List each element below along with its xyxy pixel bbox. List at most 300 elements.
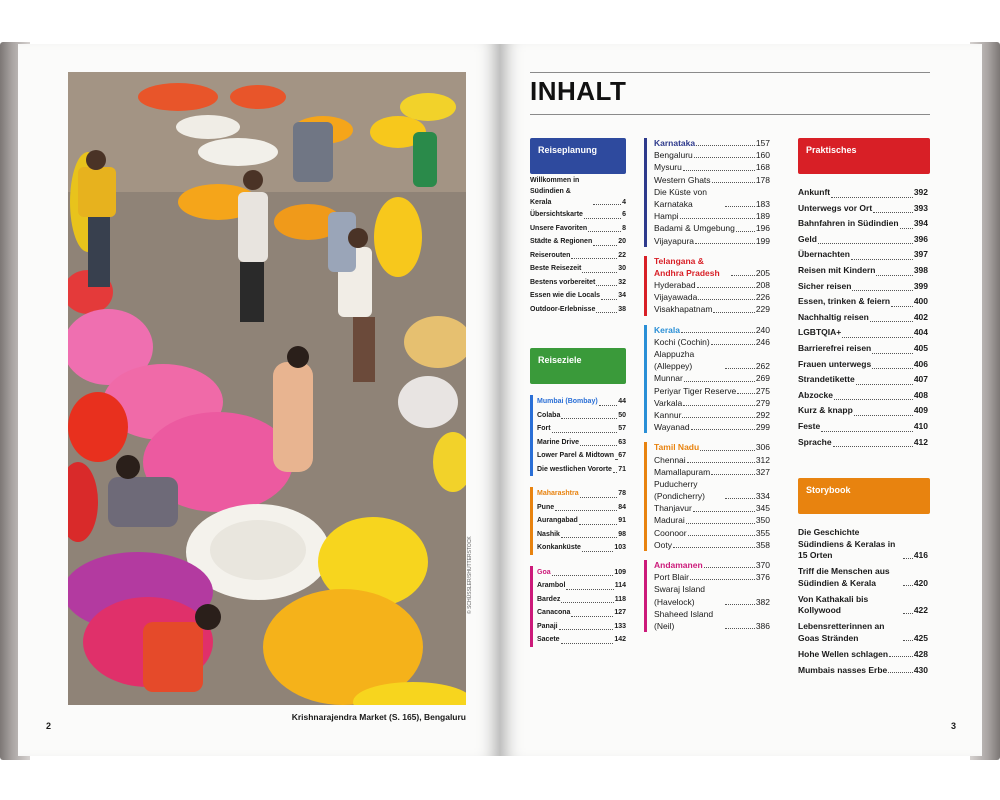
toc-entry — [654, 372, 770, 384]
toc-entry-leader — [691, 429, 755, 430]
toc-entry — [654, 454, 770, 466]
toc-entry-page: 67 — [618, 452, 626, 459]
toc-entry — [798, 341, 928, 357]
toc-entry-label: Kurz & knapp — [798, 405, 853, 416]
toc-entry — [798, 665, 928, 677]
toc-entry-page: 420 — [913, 577, 928, 588]
destination-groups — [644, 137, 770, 640]
toc-entry-page: 20 — [618, 238, 626, 245]
toc-entry-leader — [615, 459, 617, 460]
destination-group — [644, 441, 770, 551]
toc-entry-page: 394 — [913, 218, 928, 229]
toc-entry-label: Die Küste von Karnataka — [654, 186, 707, 209]
toc-entry-page: 133 — [614, 622, 626, 630]
toc-entry-page: 407 — [913, 374, 928, 385]
toc-entry-label: Übernachten — [798, 249, 850, 260]
toc-entry-page: 398 — [913, 264, 928, 275]
toc-entry — [798, 201, 928, 217]
toc-entry-label: Varkala — [654, 397, 683, 408]
toc-entry — [654, 409, 770, 421]
toc-entry-label: Sacete — [537, 636, 560, 643]
toc-entry-label: Mumbai (Bombay) — [537, 398, 598, 405]
group-color-bar — [530, 395, 533, 476]
toc-entry-leader — [599, 405, 618, 406]
toc-entry-page: 358 — [755, 539, 770, 550]
toc-entry-page: 397 — [913, 249, 928, 260]
toc-entry-leader — [852, 290, 912, 291]
toc-entry-leader — [834, 399, 913, 400]
left-page — [18, 44, 500, 756]
group-color-bar — [644, 138, 647, 247]
toc-entry-label: Frauen unterwegs — [798, 358, 872, 369]
group-color-bar — [644, 325, 647, 434]
toc-entry-label: Tamil Nadu — [654, 442, 700, 453]
page-number-left: 2 — [46, 721, 52, 731]
toc-entry-label: Maharashtra — [537, 490, 579, 497]
toc-entry-label: Marine Drive — [537, 438, 580, 446]
toc-entry — [530, 249, 626, 263]
toc-entry — [537, 422, 626, 436]
toc-entry — [654, 527, 770, 539]
toc-entry — [654, 515, 770, 527]
toc-entry-label: Ankunft — [798, 187, 831, 197]
toc-entry — [654, 397, 770, 409]
toc-entry-leader — [690, 579, 755, 580]
toc-entry-leader — [900, 228, 913, 229]
toc-entry — [798, 263, 928, 279]
photo-caption: Krishnarajendra Market (S. 165), Bengaluru — [291, 712, 466, 722]
toc-entry-leader — [683, 170, 755, 171]
toc-entry-label: Madurai — [654, 515, 685, 526]
destination-group-list — [654, 441, 770, 551]
toc-entry-page: 168 — [755, 162, 770, 173]
destination-group — [530, 566, 626, 647]
toc-entry-leader — [552, 575, 614, 576]
storybook-list — [798, 527, 928, 681]
toc-entry-label: Konkanküste — [537, 544, 581, 551]
toc-entry-page: 327 — [755, 466, 770, 477]
toc-entry-leader — [582, 551, 613, 552]
toc-entry-leader — [889, 656, 913, 657]
toc-entry-leader — [686, 523, 755, 524]
toc-entry — [654, 161, 770, 173]
toc-entry-label: Abzocke — [798, 389, 833, 400]
toc-entry-leader — [737, 393, 755, 394]
section-header-reiseplanung: Reiseplanung — [530, 138, 626, 174]
toc-entry-label: Übersichtskarte — [530, 211, 583, 218]
toc-entry — [798, 419, 928, 435]
toc-entry-leader — [903, 558, 913, 559]
group-heading — [537, 566, 626, 580]
toc-entry-leader — [872, 353, 913, 354]
toc-entry-page: 370 — [755, 560, 770, 571]
toc-entry-label: Nachhaltig reisen — [798, 311, 869, 322]
toc-entry-leader — [596, 285, 617, 286]
toc-entry-page: 226 — [755, 292, 770, 303]
toc-entry-page: 422 — [913, 605, 928, 615]
destination-group-list — [537, 566, 626, 647]
toc-entry-leader — [580, 445, 617, 446]
destination-group-list — [654, 137, 770, 247]
toc-entry-leader — [688, 535, 755, 536]
group-color-bar — [530, 566, 533, 647]
group-heading — [654, 255, 770, 279]
toc-entry-leader — [704, 567, 755, 568]
toc-entry-page: 410 — [913, 420, 928, 431]
toc-entry-leader — [731, 275, 755, 276]
toc-entry — [530, 262, 626, 276]
toc-entry-leader — [870, 321, 913, 322]
section-header-reiseziele: Reiseziele — [530, 348, 626, 384]
toc-entry — [654, 235, 770, 247]
toc-entry — [654, 478, 770, 502]
toc-entry — [530, 276, 626, 290]
toc-entry-leader — [872, 368, 913, 369]
toc-entry-label: Barrierefrei reisen — [798, 342, 872, 353]
toc-entry — [530, 177, 626, 208]
toc-entry-label: Puducherry (Pondicherry) — [654, 478, 706, 502]
toc-entry-leader — [903, 613, 913, 614]
toc-entry-page: 405 — [913, 342, 928, 353]
toc-entry-leader — [588, 231, 621, 232]
toc-entry-leader — [711, 344, 755, 345]
group-color-bar — [530, 487, 533, 555]
toc-entry — [537, 436, 626, 450]
destination-group — [644, 255, 770, 316]
toc-entry-label: Panaji — [537, 622, 558, 630]
toc-entry-label: Bengaluru — [654, 150, 693, 161]
toc-entry-label: Hampi — [654, 211, 679, 222]
toc-entry-label: Wayanad — [654, 422, 690, 433]
toc-entry-page: 57 — [618, 425, 626, 432]
toc-entry-label: Vijayapura — [654, 235, 695, 246]
toc-entry-label: Reisen mit Kindern — [798, 264, 876, 275]
toc-entry-label: Telangana & Andhra Pradesh — [654, 255, 720, 278]
toc-entry-page: 334 — [755, 491, 770, 502]
toc-entry — [798, 325, 928, 341]
toc-entry-label: Thanjavur — [654, 503, 692, 514]
toc-entry — [798, 388, 928, 404]
toc-entry-label: Alappuzha (Alleppey) — [654, 349, 695, 372]
toc-entry-page: 199 — [755, 235, 770, 246]
toc-entry-page: 396 — [913, 233, 928, 244]
toc-entry-page: 84 — [618, 503, 626, 511]
section-header-praktisches: Praktisches — [798, 138, 930, 174]
toc-entry — [537, 514, 626, 528]
toc-entry-label: Lebensretterinnen an Goas Stränden — [798, 621, 885, 643]
toc-entry-page: 178 — [755, 174, 770, 185]
toc-entry-leader — [579, 524, 617, 525]
toc-entry — [654, 210, 770, 222]
toc-entry-page: 386 — [755, 621, 770, 632]
toc-entry — [798, 594, 928, 617]
toc-entry-leader — [580, 497, 618, 498]
toc-entry-page: 30 — [618, 265, 626, 272]
toc-entry — [654, 421, 770, 433]
toc-entry-label: Kochi (Cochin) — [654, 336, 710, 347]
toc-entry-page: 409 — [913, 405, 928, 416]
toc-entry-page: 430 — [913, 664, 928, 675]
toc-entry-page: 183 — [755, 198, 770, 209]
toc-entry-page: 78 — [618, 490, 626, 497]
toc-entry-leader — [571, 616, 613, 617]
toc-entry-leader — [582, 272, 617, 273]
toc-entry — [798, 310, 928, 326]
toc-entry — [798, 435, 928, 451]
page-title: INHALT — [530, 76, 627, 106]
toc-entry-page: 189 — [755, 211, 770, 222]
toc-entry-label: Kannur — [654, 409, 682, 420]
group-heading — [654, 137, 770, 149]
toc-entry-label: Coonoor — [654, 527, 687, 538]
group-color-bar — [644, 560, 647, 632]
toc-entry — [654, 291, 770, 303]
toc-entry — [537, 463, 626, 477]
toc-entry-label: Essen wie die Locals — [530, 292, 601, 299]
toc-entry-page: 246 — [755, 336, 770, 347]
destination-group-list — [537, 395, 626, 476]
toc-entry-page: 229 — [755, 304, 770, 315]
toc-entry-page: 44 — [618, 398, 626, 405]
toc-entry-leader — [903, 640, 913, 641]
toc-entry-page: 34 — [618, 292, 626, 299]
toc-entry-label: Bestens vorbereitet — [530, 278, 596, 286]
destination-group-list — [654, 324, 770, 434]
reiseziele-groups — [530, 395, 626, 658]
toc-entry-label: Fort — [537, 425, 551, 432]
toc-entry-page: 400 — [913, 296, 928, 307]
toc-entry-page: 306 — [755, 442, 770, 453]
toc-entry-leader — [876, 275, 912, 276]
toc-entry — [537, 501, 626, 515]
toc-entry-label: Mumbais nasses Erbe — [798, 664, 888, 675]
toc-entry-label: Städte & Regionen — [530, 238, 593, 245]
toc-entry-leader — [561, 537, 617, 538]
group-heading — [654, 559, 770, 571]
toc-entry-leader — [833, 446, 913, 447]
toc-entry-page: 382 — [755, 596, 770, 607]
toc-entry-label: Swaraj Island (Havelock) — [654, 584, 706, 607]
toc-entry-page: 208 — [755, 280, 770, 291]
toc-entry-leader — [891, 306, 913, 307]
toc-entry-label: Willkommen in Südindien & Kerala — [530, 177, 580, 206]
toc-entry-label: Reiserouten — [530, 251, 571, 259]
toc-entry-leader — [725, 368, 755, 369]
toc-entry-label: Die Geschichte Südindiens & Keralas in 15 Orten — [798, 527, 896, 560]
toc-entry-leader — [559, 629, 614, 630]
toc-entry-leader — [584, 218, 621, 219]
toc-entry-page: 355 — [755, 527, 770, 538]
toc-entry — [530, 303, 626, 317]
toc-entry — [537, 620, 626, 634]
toc-entry-leader — [696, 145, 755, 146]
toc-entry-label: Essen, trinken & feiern — [798, 296, 891, 307]
toc-entry-page: 392 — [913, 187, 928, 197]
toc-entry — [798, 566, 928, 589]
toc-entry — [798, 527, 928, 562]
toc-entry — [654, 466, 770, 478]
toc-entry-page: 142 — [614, 636, 626, 643]
toc-entry-page: 160 — [755, 150, 770, 161]
group-heading — [654, 441, 770, 453]
toc-entry — [537, 593, 626, 607]
toc-entry — [537, 528, 626, 542]
toc-entry-leader — [693, 511, 755, 512]
toc-entry-label: Chennai — [654, 454, 686, 465]
toc-entry-leader — [698, 299, 754, 300]
toc-entry-label: Hohe Wellen schlagen — [798, 648, 889, 659]
toc-entry-page: 118 — [614, 595, 626, 603]
toc-entry — [537, 606, 626, 620]
toc-entry — [654, 385, 770, 397]
toc-entry-label: Geld — [798, 233, 817, 244]
toc-entry — [654, 608, 770, 632]
destination-group-list — [654, 255, 770, 316]
toc-entry-label: Unterwegs vor Ort — [798, 202, 873, 213]
toc-entry-leader — [673, 547, 755, 548]
toc-entry-page: 412 — [913, 436, 928, 447]
toc-entry-leader — [681, 332, 755, 333]
toc-entry-label: Mamallapuram — [654, 466, 711, 477]
toc-entry — [798, 357, 928, 373]
toc-entry-label: Arambol — [537, 582, 566, 589]
title-rule-top — [530, 72, 930, 73]
toc-entry-label: LGBTQIA+ — [798, 327, 842, 338]
toc-entry-leader — [736, 231, 755, 232]
toc-entry-page: 393 — [913, 202, 928, 213]
toc-entry-leader — [725, 206, 755, 207]
toc-entry-leader — [552, 432, 618, 433]
open-book — [0, 42, 1000, 760]
toc-entry-page: 6 — [622, 211, 626, 218]
toc-entry — [654, 571, 770, 583]
toc-entry — [654, 279, 770, 291]
toc-entry-leader — [711, 474, 755, 475]
praktisches-list — [798, 185, 928, 450]
toc-entry-page: 50 — [618, 411, 626, 419]
toc-entry — [530, 222, 626, 236]
toc-entry-page: 196 — [755, 223, 770, 234]
toc-entry-leader — [566, 589, 613, 590]
toc-entry — [798, 216, 928, 232]
toc-entry-page: 416 — [913, 550, 928, 560]
toc-entry-label: Colaba — [537, 411, 561, 419]
toc-entry-label: Sprache — [798, 436, 832, 447]
toc-entry-label: Periyar Tiger Reserve — [654, 385, 737, 396]
group-heading — [537, 395, 626, 409]
toc-entry-leader — [856, 384, 913, 385]
toc-entry-label: Sicher reisen — [798, 280, 852, 291]
toc-entry-label: Triff die Menschen aus Südindien & Kerala — [798, 566, 890, 588]
toc-entry-page: 22 — [618, 251, 626, 259]
toc-entry-leader — [687, 462, 755, 463]
toc-entry — [798, 185, 928, 201]
toc-entry — [654, 348, 770, 372]
toc-entry — [654, 174, 770, 186]
toc-entry-page: 279 — [755, 397, 770, 408]
toc-entry — [530, 289, 626, 303]
toc-entry-label: Munnar — [654, 373, 683, 384]
toc-entry-page: 32 — [618, 278, 626, 286]
toc-entry-page: 402 — [913, 311, 928, 322]
toc-entry — [654, 502, 770, 514]
toc-entry-label: Port Blair — [654, 572, 689, 583]
toc-entry-page: 376 — [755, 572, 770, 583]
toc-entry — [654, 149, 770, 161]
toc-entry — [798, 621, 928, 644]
toc-entry-leader — [561, 418, 617, 419]
group-color-bar — [644, 442, 647, 551]
toc-entry — [654, 222, 770, 234]
toc-entry-page: 114 — [614, 582, 626, 589]
toc-entry — [530, 235, 626, 249]
market-flower-photo — [68, 72, 466, 705]
page-number-right: 3 — [950, 721, 956, 731]
toc-entry-leader — [725, 498, 755, 499]
toc-entry-label: Ooty — [654, 539, 672, 550]
toc-entry-label: Karnataka — [654, 137, 696, 148]
toc-entry — [798, 232, 928, 248]
toc-entry-page: 127 — [614, 609, 626, 616]
toc-entry — [530, 208, 626, 222]
photo-credit: © SCHÜSSLER/SHUTTERSTOCK — [467, 536, 473, 614]
toc-entry-leader — [842, 337, 913, 338]
toc-entry-leader — [697, 287, 755, 288]
toc-entry-label: Outdoor-Erlebnisse — [530, 305, 596, 313]
toc-entry — [537, 409, 626, 423]
toc-entry-leader — [684, 381, 755, 382]
toc-entry-leader — [561, 643, 614, 644]
toc-entry — [537, 449, 626, 463]
toc-entry-label: Lower Parel & Midtown — [537, 452, 615, 459]
toc-entry-label: Mysuru — [654, 162, 682, 173]
toc-entry-label: Aurangabad — [537, 517, 578, 524]
toc-entry-leader — [821, 431, 913, 432]
toc-entry-page: 428 — [913, 648, 928, 659]
toc-entry — [654, 583, 770, 607]
toc-entry-page: 425 — [913, 632, 928, 643]
toc-entry-leader — [831, 197, 913, 198]
toc-entry-label: Goa — [537, 568, 551, 576]
toc-entry-label: Shaheed Island (Neil) — [654, 608, 714, 632]
toc-entry-leader — [725, 628, 755, 629]
toc-entry-label: Strandetikette — [798, 374, 855, 385]
destination-group — [530, 487, 626, 555]
toc-entry — [798, 649, 928, 661]
toc-entry-leader — [561, 602, 613, 603]
toc-entry-page: 404 — [913, 327, 928, 338]
toc-entry-page: 299 — [755, 422, 770, 433]
toc-entry — [798, 247, 928, 263]
toc-entry-leader — [851, 259, 913, 260]
group-heading — [654, 324, 770, 336]
toc-entry-leader — [593, 245, 617, 246]
toc-entry-leader — [873, 212, 913, 213]
toc-entry-leader — [613, 472, 617, 473]
toc-entry-label: Visakhapatnam — [654, 304, 713, 315]
toc-entry-label: Von Kathakali bis Kollywood — [798, 593, 869, 615]
toc-entry-leader — [571, 258, 617, 259]
toc-entry-leader — [596, 312, 617, 313]
toc-entry-leader — [712, 182, 755, 183]
toc-entry-label: Western Ghats — [654, 174, 711, 185]
toc-entry-leader — [695, 243, 755, 244]
title-rule-bottom — [530, 114, 930, 115]
toc-entry-page: 350 — [755, 515, 770, 526]
toc-entry-page: 205 — [755, 267, 770, 278]
toc-entry-page: 240 — [755, 324, 770, 335]
toc-entry-page: 98 — [618, 530, 626, 538]
